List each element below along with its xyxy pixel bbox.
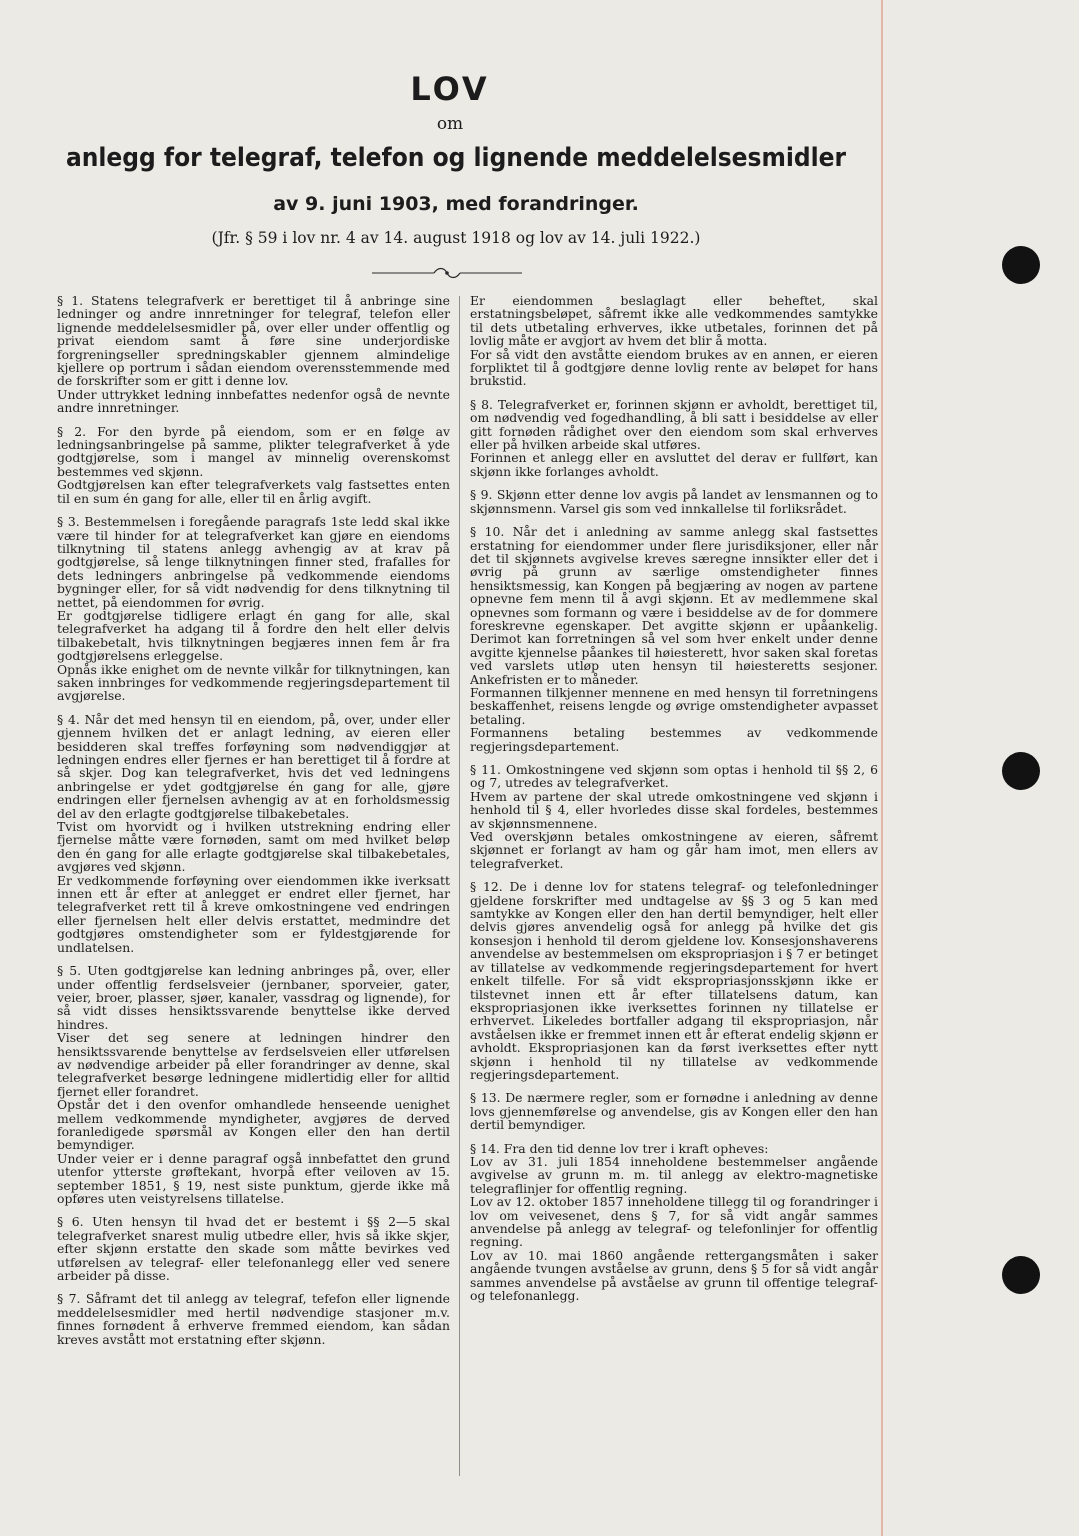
ornament-divider <box>372 266 522 280</box>
paragraph-s13: § 13. De nærmere regler, som er fornødne i anledning av denne lovs gjennemførelse og anvendelse, gis av Kongen eller den han dertil bemyndiger. <box>470 1090 878 1133</box>
document-title: LOV <box>410 70 490 108</box>
document-date: av 9. juni 1903, med forandringer. <box>273 193 639 215</box>
paragraph: Hvem av partene der skal utrede omkostningene ved skjønn i henhold til § 4, eller hvorledes disse skal fordeles, bestemmes av skjønnsmennene. <box>470 788 878 831</box>
punch-hole-top <box>1002 246 1040 284</box>
paragraph: Lov av 12. oktober 1857 inneholdene tillegg til og forandringer i lov om veivesenet, dens § 7, for så vidt angår sammes anvendelse på anlegg av telegraf- og telefonlinjer for offentlig regning. <box>470 1194 878 1250</box>
paragraph: For så vidt den avståtte eiendom brukes av en annen, er eieren forpliktet til å godtgjøre denne lovlig rente av beløpet for hans brukstid. <box>470 346 878 389</box>
paragraph: Lov av 10. mai 1860 angående rettergangsmåten i saker angående tvungen avståelse av grunn, dens § 5 for så vidt angår sammes anvendelse på avståelse av grunn til offentige telegraf- og telefonanlegg. <box>470 1247 878 1304</box>
document-reference: (Jfr. § 59 i lov nr. 4 av 14. august 1918 og lov av 14. juli 1922.) <box>211 229 701 247</box>
paragraph-s10: § 10. Når det i anledning av samme anlegg skal fastsettes erstatning for eiendommer under flere jurisdiksjoner, eller når det til skjønnets avgivelse kreves særegne innsikter eller det i øvrig på grunn av særlige omstendigheter finnes hensiktsmessig, kan Kongen på begjæring av nogen av partene opnevne fem menn til å avgi skjønn. Et av medlemmene skal opnevnes som formann og være i besiddelse av de for dommere foreskrevne egenskaper. Det avgitte skjønn er upåankelig. Derimot kan forretningen så vel som hver enkelt under denne avgitte kjennelse påankes til høiesterett, hvor saken skal foretas ved varslets utløp uten hensyn til høiesteretts sesjoner. Ankefristen er to måneder. <box>470 524 878 687</box>
paragraph: Forinnen et anlegg eller en avsluttet del derav er fullført, kan skjønn ikke forlanges avholdt. <box>470 450 878 479</box>
title-connector: om <box>436 114 464 134</box>
left-column <box>57 294 450 1346</box>
paragraph-s3: § 3. Bestemmelsen i foregående paragrafs 1ste ledd skal ikke være til hinder for at telegrafverket kan gjøre en eiendoms tilknytning til statens anlegg avhengig av at krav på godtgjørelse, så lenge tilknytningen finner sted, frafalles for dets ledningers anbringelse på vedkommende eiendoms bygninger eller, for så vidt nødvendig for dens tilknytning til nettet, på eiendommen for øvrig. <box>57 514 450 610</box>
paragraph-s5: § 5. Uten godtgjørelse kan ledning anbringes på, over, eller under offentlig ferdselsveier (jernbaner, sporveier, gater, veier, broer, plasser, sjøer, kanaler, vassdrag og lignende), for så vidt disses hensiktssvarende benyttelse ikke derved hindres. <box>57 963 450 1032</box>
paragraph: Formannens betaling bestemmes av vedkommende regjeringsdepartement. <box>470 725 878 754</box>
paragraph: Lov av 31. juli 1854 inneholdene bestemmelser angående avgivelse av grunn m. m. til anlegg av elektro-magnetiske telegraflinjer for offentlig regning. <box>470 1153 878 1196</box>
paragraph-s11: § 11. Omkostningene ved skjønn som optas i henhold til §§ 2, 6 og 7, utredes av telegrafverket. <box>470 762 878 791</box>
paragraph: Viser det seg senere at ledningen hindrer den hensiktssvarende benyttelse av ferdselsveien eller utførelsen av nødvendige arbeider på eller forandringer av denne, skal telegrafverket besørge ledningene midlertidig eller for alltid fjernet eller forandret. <box>57 1030 450 1099</box>
paragraph-s7: § 7. Såframt det til anlegg av telegraf, tefefon eller lignende meddelelsesmidler med hertil nødvendige stasjoner m.v. finnes fornødent å erhverve fremmed eiendom, kan sådan kreves avstått mot erstatning efter skjønn. <box>57 1291 450 1347</box>
paragraph: Opstår det i den ovenfor omhandlede henseende uenighet mellem vedkommende myndigheter, avgjøres de derved foranledigede spørsmål av Kongen eller den han dertil bemyndiger. <box>57 1097 450 1153</box>
paragraph: Er eiendommen beslaglagt eller beheftet, skal erstatningsbeløpet, såfremt ikke alle vedkommendes samtykke til dets utbetaling erhverves, ikke utbetales, forinnen det på lovlig måte er avgjort av hvem det blir å motta. <box>470 293 878 349</box>
paragraph: Under uttrykket ledning innbefattes nedenfor også de nevnte andre innretninger. <box>57 386 450 416</box>
paragraph-s9: § 9. Skjønn etter denne lov avgis på landet av lensmannen og to skjønnsmenn. Varsel gis som ved innkallelse til forliksrådet. <box>470 487 878 516</box>
column-divider <box>459 296 460 1476</box>
paragraph-s12: § 12. De i denne lov for statens telegraf- og telefonledninger gjeldene forskrifter med undtagelse av §§ 3 og 5 kan med samtykke av Kongen eller den han dertil bemyndiger, helt eller delvis gjøres anvendelig også for anlegg på hvilke det gis konsesjon i henhold til derom gjeldene lov. Konsesjonshaverens anvendelse av bestemmelsen om ekspropriasjon i § 7 er betinget av tillatelse av vedkommende regjeringsdepartement for hvert enkelt tilfelle. For så vidt ekspropriasjonsskjønn ikke er tilstevnet innen ett år efter tillatelsens datum, kan ekspropriasjonen ikke iverksettes forinnen ny tillatelse er erhvervet. Likeledes bortfaller adgang til ekspropriasjon, når avståelsen ikke er fremmet innen ett år efterat endelig skjønn er avholdt. Ekspropriasjonen kan da først iverksettes efter nytt skjønn i henhold til ny tillatelse av vedkommende regjeringsdepartement. <box>470 879 878 1082</box>
paragraph-s6: § 6. Uten hensyn til hvad det er bestemt i §§ 2—5 skal telegrafverket snarest mulig utbedre eller, hvis så ikke skjer, efter skjønn erstatte den skade som måtte bevirkes ved utførelsen av telegraf- eller telefonanlegg eller ved senere arbeider på disse. <box>57 1214 450 1284</box>
paragraph: Ved overskjønn betales omkostningene av eieren, såfremt skjønnet er forlangt av ham og går ham imot, men ellers av telegrafverket. <box>470 829 878 871</box>
paragraph: Formannen tilkjenner mennene en med hensyn til forretningens beskaffenhet, reisens lengde og øvrige omstendigheter avpasset betaling. <box>470 684 878 727</box>
paragraph: Under veier er i denne paragraf også innbefattet den grund utenfor ytterste grøftekant, hvorpå efter veiloven av 15. september 1851, § 19, nest siste punktum, gjerde ikke må opføres uten veistyrelsens tillatelse. <box>57 1150 450 1206</box>
punch-hole-bottom <box>1002 1256 1040 1294</box>
paragraph-s1: § 1. Statens telegrafverk er berettiget til å anbringe sine ledninger og andre innretninger for telegraf, telefon eller lignende meddelelsesmidler på, over eller under offentlig og privat eiendom samt å føre sine underjordiske forgreningseller spredningskabler gjennem almindelige kjellere op portrum i sådan eiendom overensstemmende med de forskrifter som er gitt i denne lov. <box>57 293 450 389</box>
paragraph: Tvist om hvorvidt og i hvilken utstrekning endring eller fjernelse måtte være fornøden, samt om med hvilket beløp den én gang for alle erlagte godtgjørelse skal tilbakebetales, avgjøres ved skjønn. <box>57 819 450 875</box>
paragraph: Er vedkommende forføyning over eiendommen ikke iverksatt innen ett år efter at anlegget er endret eller fjernet, har telegrafverket rett til å kreve omkostningene ved endringen eller fjernelsen helt eller delvis erstattet, medmindre det godtgjøres omstendigheter som er fyldestgjørende for undlatelsen. <box>57 872 450 955</box>
paragraph-s14: § 14. Fra den tid denne lov trer i kraft opheves: <box>470 1140 769 1156</box>
paragraph: Godtgjørelsen kan efter telegrafverkets valg fastsettes enten til en sum én gang for alle, eller til en årlig avgift. <box>57 477 450 506</box>
paragraph-s2: § 2. For den byrde på eiendom, som er en følge av ledningsanbringelse på samme, plikter telegrafverket å yde godtgjørelse, som i mangel av minnelig overenskomst bestemmes ved skjønn. <box>57 423 450 479</box>
paragraph: Opnås ikke enighet om de nevnte vilkår for tilknytningen, kan saken innbringes for vedkommende regjeringsdepartement til avgjørelse. <box>57 661 450 704</box>
paragraph-s8: § 8. Telegrafverket er, forinnen skjønn er avholdt, berettiget til, om nødvendig ved fogedhandling, å bli satt i besiddelse av eller gitt fornøden rådighet over den eiendom som skal erhverves eller på hvilken arbeide skal utføres. <box>470 396 878 453</box>
paragraph: Er godtgjørelse tidligere erlagt én gang for alle, skal telegrafverket ha adgang til å fordre den helt eller delvis tilbakebetalt, hvis tilknytningen begjæres innen fem år fra godtgjørelsens erleggelse. <box>57 607 450 664</box>
document-subtitle: anlegg for telegraf, telefon og lignende meddelelsesmidler <box>65 143 847 173</box>
paragraph-s4: § 4. Når det med hensyn til en eiendom, på, over, under eller gjennem hvilken det er anlagt ledning, av eieren eller besidderen skal treffes forføyning som nødvendiggjør at ledningen endres eller fjernes er han berettiget til å fordre at så skjer. Dog kan telegrafverket, hvis det ved ledningens anbringelse er ydet godtgjørelse én gang for alle, gjøre endringen eller fjernelsen avhengig av at en forholdsmessig del av den erlagte godtgjørelse tilbakebetales. <box>57 711 450 821</box>
punch-hole-middle <box>1002 752 1040 790</box>
right-column <box>470 294 878 1302</box>
